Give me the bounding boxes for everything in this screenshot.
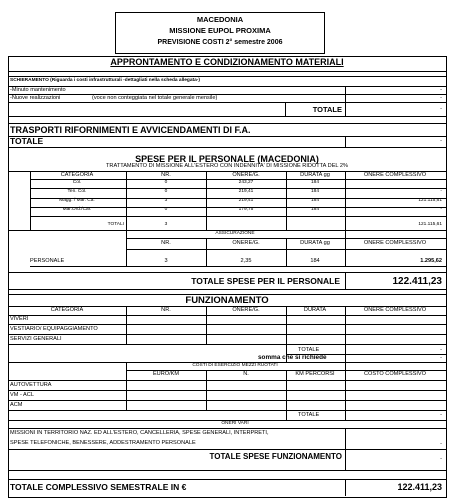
funz-header-compl: ONERE COMPLESSIVO [363,307,427,313]
pers-cell-nr: 0 [164,207,168,213]
mezzi-totale-label: TOTALE [298,412,320,418]
nuove-note: (voce non conteggiata nel totale generale mensile) [92,95,218,101]
pers-cell-nr: 3 [164,198,168,204]
minuto-label: -Minuto mantenimento [10,87,66,93]
pers-col-rule [206,171,207,230]
footer-totale-value: 122.411,23 [397,482,442,492]
pers-header-compl: ONERE COMPLESSIVO [363,172,427,178]
somma-value: - [440,355,442,361]
trasporti-totale-label: TOTALE [10,136,44,146]
ass-row-durata: 184 [310,258,320,264]
pers-cell-onere: 219,41 [238,198,254,204]
ass-header-durata: DURATA gg [300,240,330,246]
funz-header-nr: NR. [161,307,171,313]
pers-cell-onere: 219,41 [238,188,254,194]
personale-totali-nr: 3 [164,222,168,227]
pers-row-rule [30,216,446,217]
funz-totale-value: - [440,347,442,353]
nuove-label: -Nuove realizzazioni [10,95,61,101]
personale-title: SPESE PER IL PERSONALE (MACEDONIA) [135,154,319,164]
header-country: MACEDONIA [196,15,244,24]
header-mission: MISSIONE EUPOL PROXIMA [169,26,271,35]
pers-cell-nr: 0 [164,179,168,185]
approntamento-totale-label: TOTALE [312,105,342,114]
funz-row-servizi: SERVIZI GENERALI [10,336,62,342]
somma-label: somma che si richiede [258,354,327,361]
pers-col-rule [126,171,127,230]
mezzi-totale-value: - [440,412,442,418]
pers-header-durata: DURATA gg [300,172,330,178]
approntamento-title: APPRONTAMENTO E CONDIZIONAMENTO MATERIALI [110,57,344,67]
oneri-title: ONERI VARI [221,421,249,426]
pers-cell-onere: 243,27 [238,179,254,185]
pers-cell-durata: 184 [310,207,319,213]
funz-totale-spese-value: - [440,456,442,462]
mezzi-header-costo: COSTO COMPLESSIVO [363,371,427,377]
pers-cell-onere: 179,75 [238,207,254,213]
pers-header-onere: ONERE/G. [232,172,260,178]
mezzi-row-autovettura: AUTOVETTURA [10,382,52,388]
personale-totali-label: TOTALI [107,222,124,227]
pers-header-nr: NR. [161,172,171,178]
ass-row-cat: PERSONALE [30,258,65,264]
funz-header-durata: DURATA [303,307,327,313]
pers-cell-compl: - [440,207,442,213]
mezzi-header-euro: EURO/KM [152,371,180,377]
ass-header-nr: NR. [161,240,171,246]
approntamento-totale-value: - [440,106,442,112]
pers-cell-cat: Col. [72,179,82,185]
personale-totali-value: 121.115,61 [418,222,442,227]
pers-cell-durata: 184 [310,198,319,204]
mezzi-title: COSTI DI ESERCIZIO MEZZI RUOTATI [192,363,278,368]
assicurazione-title: ASSICURAZIONE [215,231,255,236]
minuto-value: - [440,87,442,93]
funz-totale-label: TOTALE [298,347,320,353]
personale-totale-label: TOTALE SPESE PER IL PERSONALE [191,276,340,286]
pers-header-cat: CATEGORIA [60,172,94,178]
mezzi-header-km: KM PERCORSI [295,371,335,377]
mezzi-header-n: N. [243,371,249,377]
funz-totale-spese-label: TOTALE SPESE FUNZIONAMENTO [209,452,342,461]
oneri-value: - [440,441,442,447]
ass-header-compl: ONERE COMPLESSIVO [363,240,427,246]
pers-cell-durata: 184 [310,188,319,194]
pers-col-rule [345,171,346,230]
pers-col-rule [286,171,287,230]
funz-header-cat: CATEGORIA [50,307,84,313]
personale-totale-value: 122.411,23 [392,276,442,287]
pers-cell-cat: Ten. Col. [67,188,87,194]
pers-cell-cat: Magg. / Mar. Ca. [59,198,95,204]
nuove-value: - [440,95,442,101]
trasporti-title: TRASPORTI RIFORNIMENTI E AVVICENDAMENTI DI F.A. [10,125,251,135]
mezzi-row-vm-acl: VM - ACL [10,392,34,398]
funz-row-viveri: VIVERI [10,316,29,322]
ass-header-onere: ONERE/G. [232,240,260,246]
schieramento-label: SCHIERAMENTO (Riguarda i costi infrastrutturali -dettagliati nella scheda allegata-) [10,78,200,83]
pers-cell-compl: - [440,188,442,194]
footer-totale-label: TOTALE COMPLESSIVO SEMESTRALE IN € [10,482,187,492]
oneri-text-2: SPESE TELEFONICHE, BENESSERE, ADDESTRAMENTO PERSONALE [10,440,196,446]
pers-cell-cat: Mar.Ord./Car. [62,207,92,213]
personale-subtitle: TRATTAMENTO DI MISSIONE ALL'ESTERO CON INDENNITA' DI MISSIONE RIDOTTA DEL 2% [106,163,348,169]
pers-cell-durata: 184 [310,179,319,185]
funz-header-onere: ONERE/G. [232,307,260,313]
mezzi-row-acm: ACM [10,402,23,408]
ass-row-compl: 1.295,62 [420,258,442,264]
funz-row-vestiario: VESTIARIO/ EQUIPAGGIAMENTO [10,326,98,332]
ass-row-nr: 3 [164,258,168,264]
pers-col-rule [30,171,31,230]
funzionamento-title: FUNZIONAMENTO [185,295,269,306]
pers-cell-nr: 0 [164,188,168,194]
oneri-text-1: MISSIONI IN TERRITORIO NAZ. ED ALL'ESTERO, CANCELLERIA, SPESE GENERALI, INTERPRETI, [10,430,269,436]
pers-cell-compl: 121.115,61 [418,198,442,204]
ass-row-onere: 2,35 [240,258,252,264]
trasporti-totale-value: - [440,138,442,144]
header-forecast: PREVISIONE COSTI 2° semestre 2006 [157,39,283,46]
